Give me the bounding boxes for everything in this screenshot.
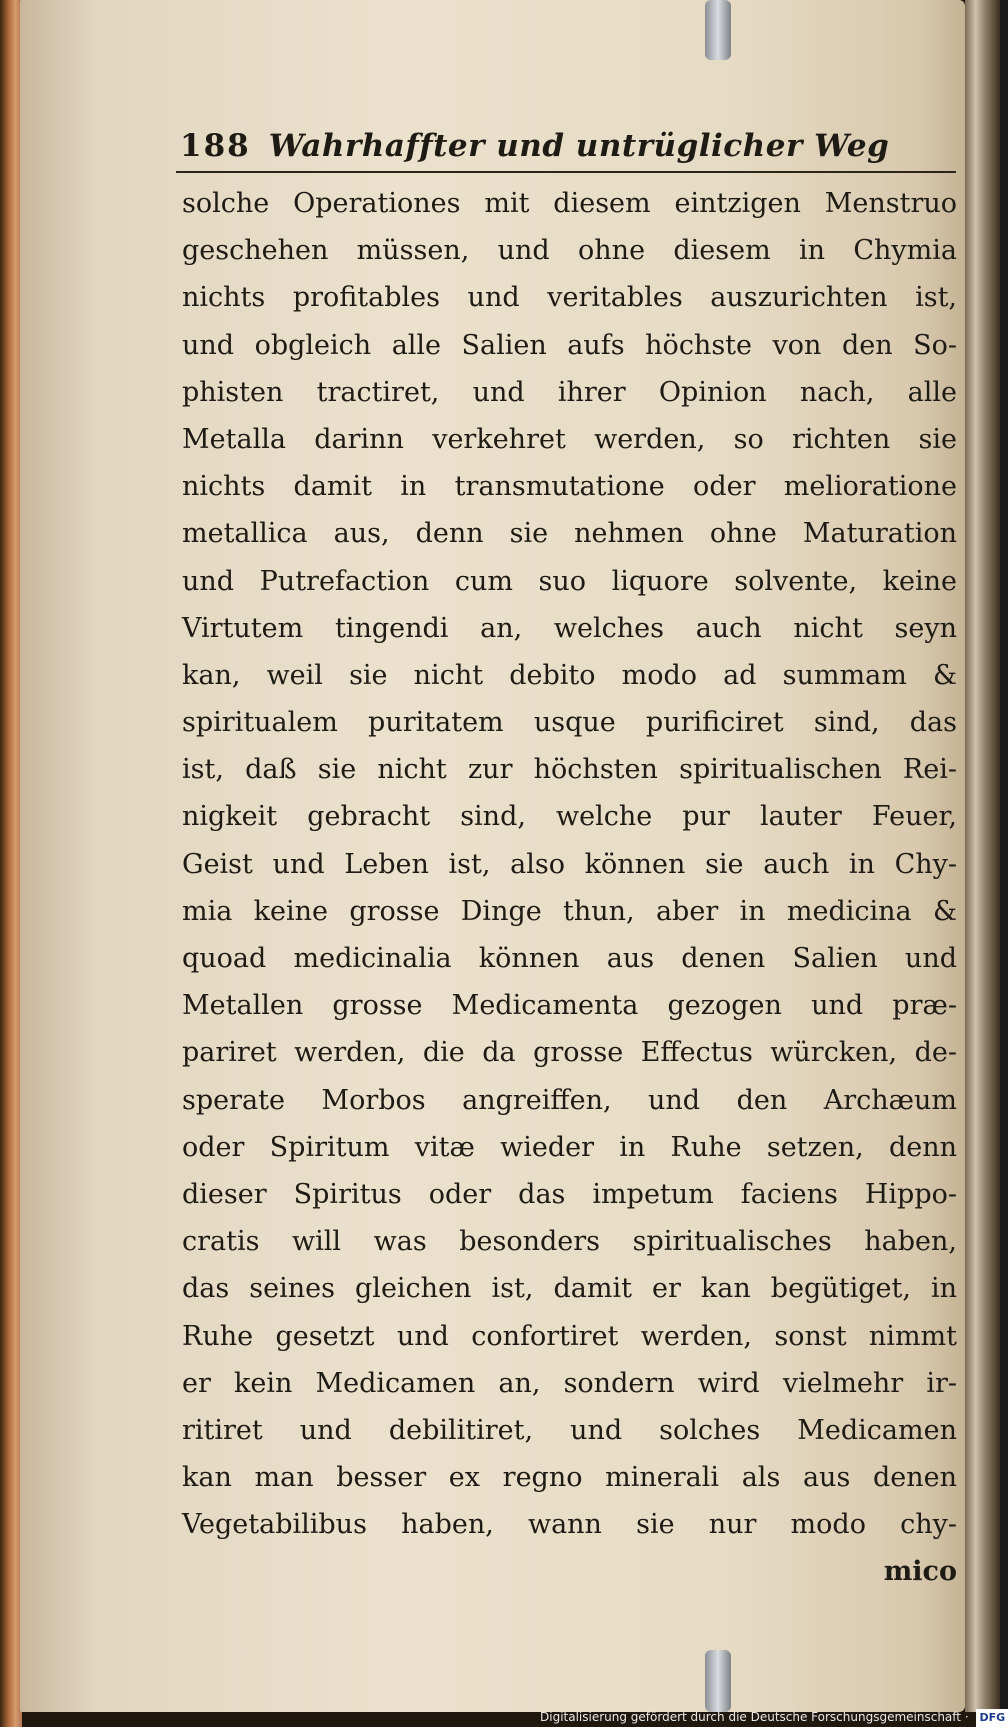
text-line: dieser Spiritus oder das impetum faciens Hippo- xyxy=(182,1178,957,1210)
text-line: cratis will was besonders spiritualisches haben, xyxy=(182,1226,957,1258)
text-line: ritiret und debilitiret, und solches Medicamen xyxy=(182,1414,957,1446)
text-line: nigkeit gebracht sind, welche pur lauter Feuer, xyxy=(182,801,957,833)
text-line: phisten tractiret, und ihrer Opinion nach, alle xyxy=(182,376,957,408)
text-line: kan, weil sie nicht debito modo ad summam & xyxy=(182,659,957,691)
running-head: Wahrhaffter und untrüglicher Weg xyxy=(268,128,890,164)
text-line: das seines gleichen ist, damit er kan begütiget, in xyxy=(182,1273,957,1305)
text-line: metallica aus, denn sie nehmen ohne Maturation xyxy=(182,518,957,550)
text-line: geschehen müssen, und ohne diesem in Chymia xyxy=(182,235,957,267)
page-header xyxy=(180,128,955,172)
text-line: und obgleich alle Salien aufs höchste von den So- xyxy=(182,329,957,361)
text-line: Geist und Leben ist, also können sie auch in Chy- xyxy=(182,848,957,880)
text-line: spiritualem puritatem usque purificiret sind, das xyxy=(182,707,957,739)
text-line: pariret werden, die da grosse Effectus würcken, de- xyxy=(182,1037,957,1069)
text-line: Ruhe gesetzt und confortiret werden, sonst nimmt xyxy=(182,1320,957,1352)
text-line: Virtutem tingendi an, welches auch nicht seyn xyxy=(182,612,957,644)
page-clip-top xyxy=(705,0,731,60)
text-line: quoad medicinalia können aus denen Salien und xyxy=(182,943,957,974)
text-line: oder Spiritum vitæ wieder in Ruhe setzen, denn xyxy=(182,1131,957,1163)
text-line: nichts profitables und veritables auszurichten ist, xyxy=(182,282,957,314)
catchword: mico xyxy=(883,1556,957,1588)
text-line: mia keine grosse Dinge thun, aber in medicina & xyxy=(182,895,957,927)
text-line: kan man besser ex regno minerali als aus denen xyxy=(182,1462,957,1494)
text-line: Metalla darinn verkehret werden, so richten sie xyxy=(182,423,957,455)
footer-credit: Digitalisierung gefördert durch die Deutsche Forschungsgemeinschaft · xyxy=(540,1710,969,1724)
page-clip-bottom xyxy=(705,1650,731,1712)
text-line: Metallen grosse Medicamenta gezogen und præ- xyxy=(182,990,957,1022)
header-rule xyxy=(176,171,956,173)
text-line: er kein Medicamen an, sondern wird vielmehr ir- xyxy=(182,1367,957,1399)
text-line: sperate Morbos angreiffen, und den Archæum xyxy=(182,1084,957,1116)
dfg-logo: DFG xyxy=(976,1709,1008,1727)
text-line: nichts damit in transmutatione oder melioratione xyxy=(182,471,957,503)
text-line: solche Operationes mit diesem eintzigen Menstruo xyxy=(182,188,957,219)
page-stack-edge xyxy=(965,0,1000,1712)
book-cover-edge xyxy=(0,0,22,1727)
text-line: ist, daß sie nicht zur höchsten spiritualischen Rei- xyxy=(182,754,957,786)
text-line: und Putrefaction cum suo liquore solvente, keine xyxy=(182,565,957,597)
body-text xyxy=(182,180,957,1596)
text-line: Vegetabilibus haben, wann sie nur modo chy- xyxy=(182,1509,957,1541)
page-number: 188 xyxy=(180,128,251,164)
digitization-footer xyxy=(540,1708,1006,1726)
